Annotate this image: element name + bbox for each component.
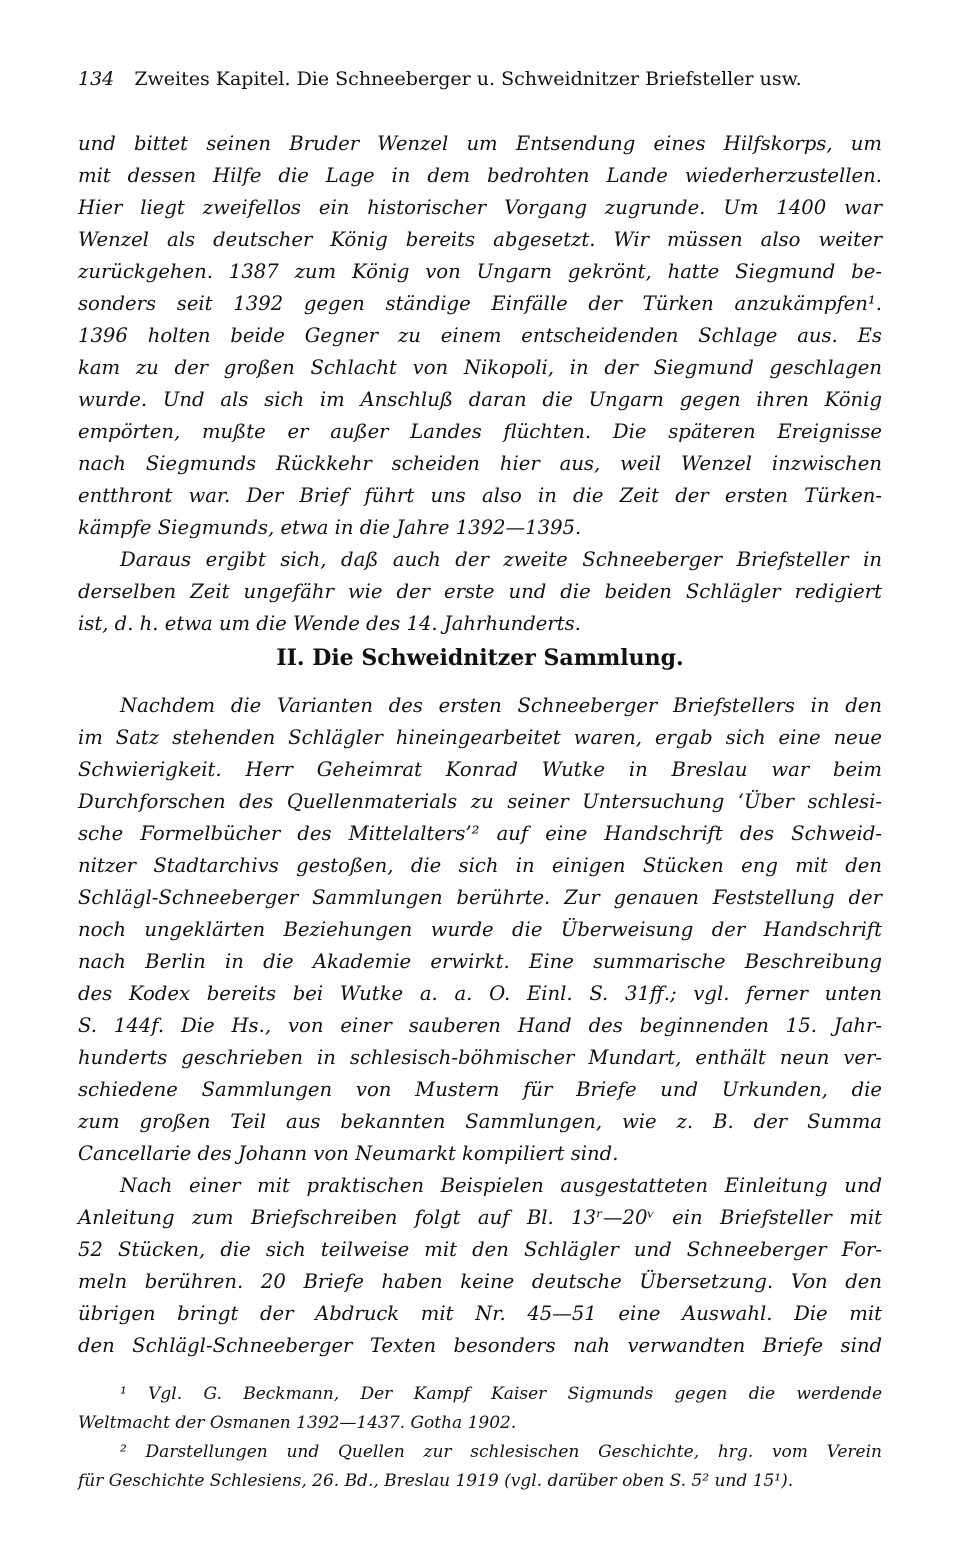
- footnote-line: ² Darstellungen und Quellen zur schlesischen Geschichte, hrg. vom Verein: [120, 1442, 882, 1462]
- footnote-line: für Geschichte Schlesiens, 26. Bd., Breslau 1919 (vgl. darüber oben S. 5² und 15¹).: [78, 1471, 794, 1491]
- text-line: hunderts geschrieben in schlesisch-böhmischer Mundart, enthält neun ver-: [78, 1046, 882, 1069]
- text-line: Durchforschen des Quellenmaterials zu seiner Untersuchung ‘Über schlesi-: [78, 790, 882, 813]
- text-line: mit dessen Hilfe die Lage in dem bedrohten Lande wiederherzustellen.: [78, 164, 882, 187]
- text-line: noch ungeklärten Beziehungen wurde die Überweisung der Handschrift: [78, 918, 882, 941]
- text-line: 52 Stücken, die sich teilweise mit den Schlägler und Schneeberger For-: [78, 1238, 882, 1261]
- text-line: kam zu der großen Schlacht von Nikopoli, in der Siegmund geschlagen: [78, 356, 882, 379]
- running-title: Zweites Kapitel. Die Schneeberger u. Schweidnitzer Briefsteller usw.: [134, 68, 802, 90]
- text-line: entthront war. Der Brief führt uns also in die Zeit der ersten Türken-: [78, 484, 882, 507]
- text-line: ist, d. h. etwa um die Wende des 14. Jahrhunderts.: [78, 612, 581, 635]
- text-line: Daraus ergibt sich, daß auch der zweite Schneeberger Briefsteller in: [120, 548, 882, 571]
- text-line: sonders seit 1392 gegen ständige Einfälle der Türken anzukämpfen¹.: [78, 292, 882, 315]
- section-heading: II. Die Schweidnitzer Sammlung.: [276, 645, 684, 671]
- text-line: übrigen bringt der Abdruck mit Nr. 45—51 eine Auswahl. Die mit: [78, 1302, 882, 1325]
- footnote-line: ¹ Vgl. G. Beckmann, Der Kampf Kaiser Sigmunds gegen die werdende: [120, 1384, 882, 1404]
- text-line: 1396 holten beide Gegner zu einem entscheidenden Schlage aus. Es: [78, 324, 882, 347]
- text-line: Nach einer mit praktischen Beispielen ausgestatteten Einleitung und: [120, 1174, 882, 1197]
- text-line: Hier liegt zweifellos ein historischer Vorgang zugrunde. Um 1400 war: [78, 196, 882, 219]
- text-line: nitzer Stadtarchivs gestoßen, die sich in einigen Stücken eng mit den: [78, 854, 882, 877]
- text-line: im Satz stehenden Schlägler hineingearbeitet waren, ergab sich eine neue: [78, 726, 882, 749]
- text-line: Wenzel als deutscher König bereits abgesetzt. Wir müssen also weiter: [78, 228, 882, 251]
- text-line: schiedene Sammlungen von Mustern für Briefe und Urkunden, die: [78, 1078, 882, 1101]
- text-line: kämpfe Siegmunds, etwa in die Jahre 1392—1395.: [78, 516, 582, 539]
- text-line: und bittet seinen Bruder Wenzel um Entsendung eines Hilfskorps, um: [78, 132, 882, 155]
- text-line: Schlägl-Schneeberger Sammlungen berührte. Zur genauen Feststellung der: [78, 886, 882, 909]
- text-line: S. 144f. Die Hs., von einer sauberen Hand des beginnenden 15. Jahr-: [78, 1014, 882, 1037]
- footnote-line: Weltmacht der Osmanen 1392—1437. Gotha 1902.: [78, 1413, 517, 1433]
- text-line: derselben Zeit ungefähr wie der erste und die beiden Schlägler redigiert: [78, 580, 882, 603]
- text-line: den Schlägl-Schneeberger Texten besonders nah verwandten Briefe sind: [78, 1334, 882, 1357]
- text-line: Nachdem die Varianten des ersten Schneeberger Briefstellers in den: [120, 694, 882, 717]
- text-line: wurde. Und als sich im Anschluß daran die Ungarn gegen ihren König: [78, 388, 882, 411]
- book-page: [78, 0, 882, 1552]
- text-line: Schwierigkeit. Herr Geheimrat Konrad Wutke in Breslau war beim: [78, 758, 882, 781]
- text-line: Anleitung zum Briefschreiben folgt auf Bl. 13ʳ—20ᵛ ein Briefsteller mit: [78, 1206, 882, 1229]
- text-line: sche Formelbücher des Mittelalters’² auf eine Handschrift des Schweid-: [78, 822, 882, 845]
- text-line: zurückgehen. 1387 zum König von Ungarn gekrönt, hatte Siegmund be-: [78, 260, 882, 283]
- text-line: meln berühren. 20 Briefe haben keine deutsche Übersetzung. Von den: [78, 1270, 882, 1293]
- text-line: empörten, mußte er außer Landes flüchten. Die späteren Ereignisse: [78, 420, 882, 443]
- page-number: 134: [78, 68, 115, 90]
- text-line: nach Siegmunds Rückkehr scheiden hier aus, weil Wenzel inzwischen: [78, 452, 882, 475]
- text-line: Cancellarie des Johann von Neumarkt kompiliert sind.: [78, 1142, 619, 1165]
- text-line: des Kodex bereits bei Wutke a. a. O. Einl. S. 31ff.; vgl. ferner unten: [78, 982, 882, 1005]
- text-line: nach Berlin in die Akademie erwirkt. Eine summarische Beschreibung: [78, 950, 882, 973]
- text-line: zum großen Teil aus bekannten Sammlungen, wie z. B. der Summa: [78, 1110, 882, 1133]
- running-head: [78, 68, 882, 90]
